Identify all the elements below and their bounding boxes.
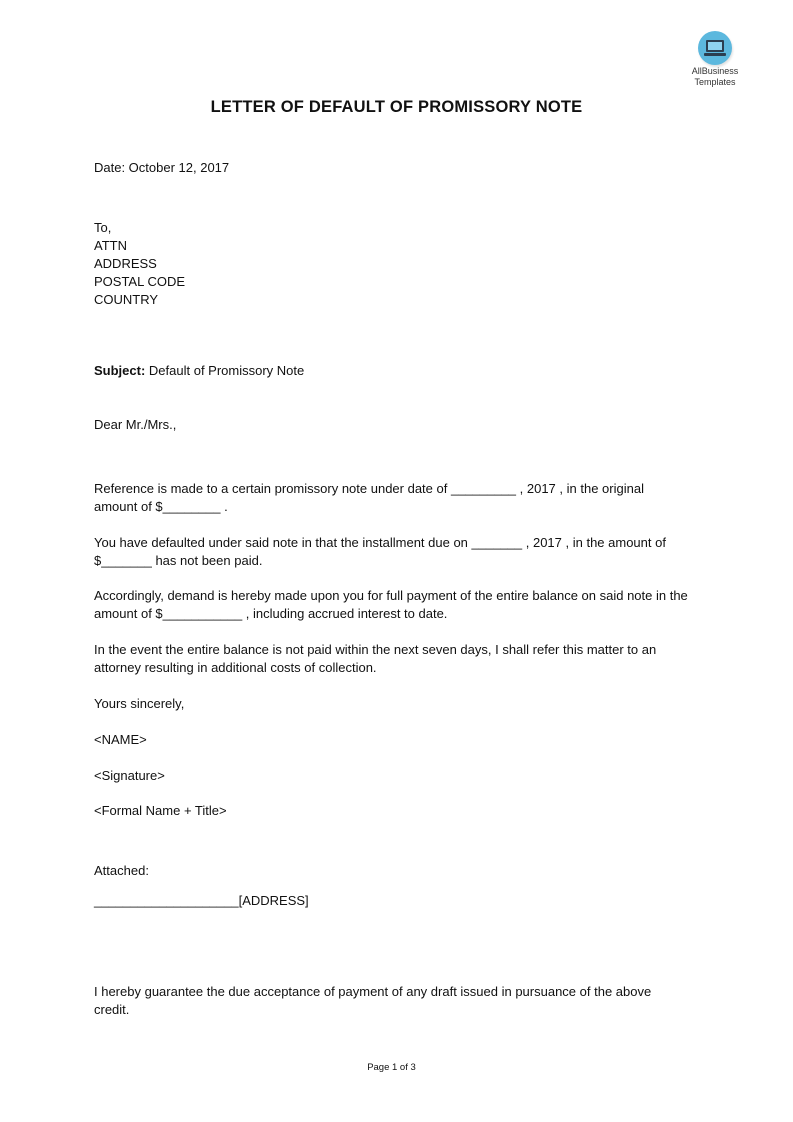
brand-logo [680, 31, 750, 87]
paragraph-attorney: In the event the entire balance is not paid within the next seven days, I shall refer this matter to an attorney resulting in additional costs of collection. [94, 642, 657, 675]
subject-label: Subject: [94, 363, 146, 378]
subject-line [94, 362, 304, 380]
name-placeholder: <NAME> [94, 732, 147, 747]
letter-date: Date: October 12, 2017 [94, 160, 230, 175]
paragraph-demand: Accordingly, demand is hereby made upon you for full payment of the entire balance on said note in the amount of $___________ , including accrued interest to date. [94, 588, 688, 621]
attached-label: Attached: [94, 863, 149, 878]
page-number: Page 1 of 3 [367, 1062, 416, 1073]
salutation: Dear Mr./Mrs., [94, 417, 177, 432]
recipient-postal-code: POSTAL CODE [94, 274, 186, 289]
subject-text: Default of Promissory Note [148, 363, 305, 378]
logo-line-1: AllBusiness [691, 66, 739, 76]
attached-address-line: ____________________[ADDRESS] [94, 893, 309, 908]
paragraph-default: You have defaulted under said note in that the installment due on _______ , 2017 , in the amount of $_______ has not been paid. [94, 535, 666, 568]
document-title: LETTER OF DEFAULT OF PROMISSORY NOTE [210, 98, 583, 116]
signature-placeholder: <Signature> [94, 768, 165, 783]
paragraph-reference: Reference is made to a certain promissory note under date of _________ , 2017 , in the original amount of $________ . [94, 481, 644, 514]
logo-line-2: Templates [694, 77, 736, 87]
laptop-icon [698, 31, 732, 65]
guarantee-paragraph: I hereby guarantee the due acceptance of payment of any draft issued in pursuance of the above credit. [94, 984, 652, 1017]
recipient-address: ADDRESS [94, 256, 157, 271]
recipient-to: To, [94, 220, 112, 235]
recipient-attn: ATTN [94, 238, 127, 253]
recipient-country: COUNTRY [94, 292, 159, 307]
closing: Yours sincerely, [94, 696, 185, 711]
formal-name-placeholder: <Formal Name + Title> [94, 803, 227, 818]
